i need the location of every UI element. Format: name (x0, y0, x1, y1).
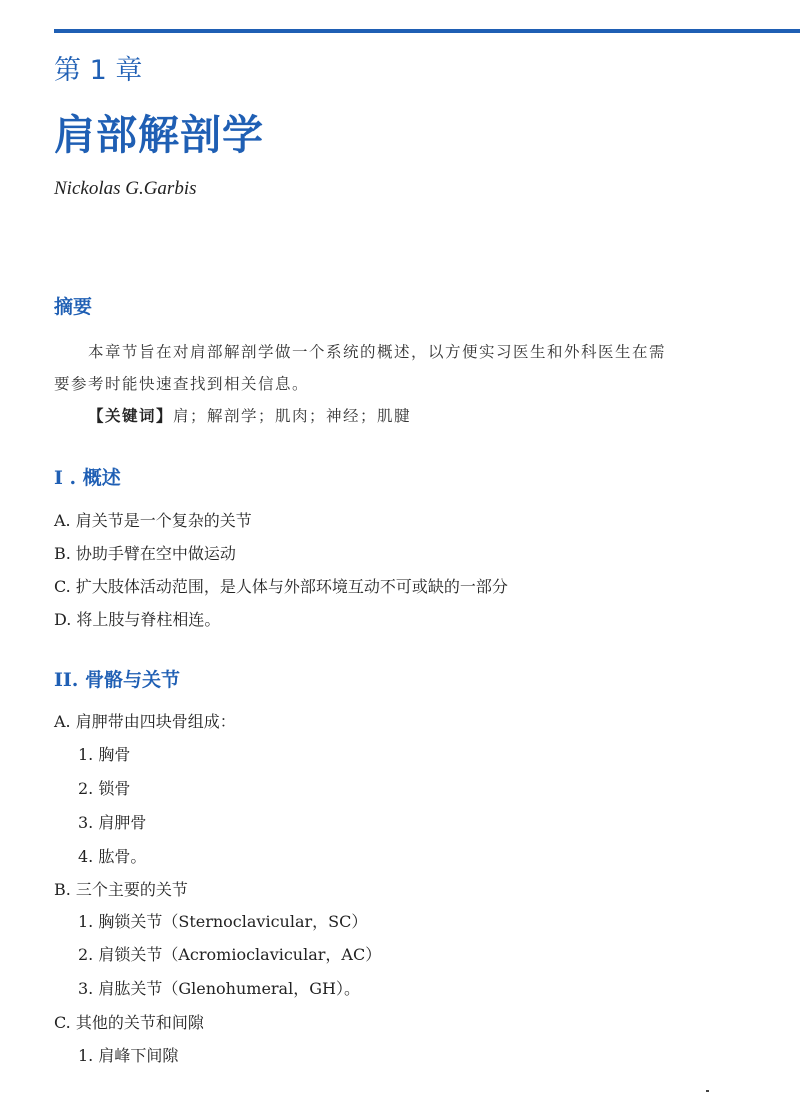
list-item: B. 协助手臂在空中做运动 (54, 544, 236, 563)
sub-list-item: 2. 锁骨 (78, 779, 131, 798)
abstract-line (54, 336, 714, 368)
list-item: C. 其他的关节和间隙 (54, 1013, 204, 1032)
sub-list-item: 3. 肩肱关节（Glenohumeral，GH）。 (78, 979, 360, 998)
keywords (88, 404, 411, 426)
list-item: A. 肩关节是一个复杂的关节 (54, 511, 252, 530)
list-item: D. 将上肢与脊柱相连。 (54, 610, 221, 629)
author-name: Nickolas G.Garbis (54, 178, 197, 199)
list-item: C. 扩大肢体活动范围，是人体与外部环境互动不可或缺的一部分 (54, 577, 508, 596)
abstract-body (54, 336, 714, 400)
abstract-line-2: 要参考时能快速查找到相关信息。 (54, 375, 310, 393)
sub-list-item: 4. 肱骨。 (78, 847, 147, 866)
sub-list-item: 3. 肩胛骨 (78, 813, 147, 832)
sub-list-item: 1. 胸锁关节（Sternoclavicular，SC） (78, 912, 368, 931)
keywords-label: 【关键词】 (88, 407, 174, 425)
section-heading-bones-joints: II. 骨骼与关节 (54, 669, 181, 691)
sub-list-item: 1. 肩峰下间隙 (78, 1046, 179, 1065)
page-mark (706, 1090, 709, 1092)
keywords-list: 肩；解剖学；肌肉；神经；肌腱 (173, 407, 412, 425)
abstract-heading: 摘要 (54, 296, 93, 318)
sub-list-item: 2. 肩锁关节（Acromioclavicular，AC） (78, 945, 382, 964)
abstract-line-1: 本章节旨在对肩部解剖学做一个系统的概述，以方便实习医生和外科医生在需 (88, 343, 667, 361)
list-item: B. 三个主要的关节 (54, 880, 188, 899)
sub-list-item: 1. 胸骨 (78, 745, 131, 764)
section-heading-overview: I . 概述 (54, 467, 121, 489)
top-rule (54, 29, 800, 33)
chapter-label: 第 1 章 (54, 55, 143, 86)
list-item: A. 肩胛带由四块骨组成： (54, 712, 236, 731)
chapter-title: 肩部解剖学 (54, 111, 264, 159)
